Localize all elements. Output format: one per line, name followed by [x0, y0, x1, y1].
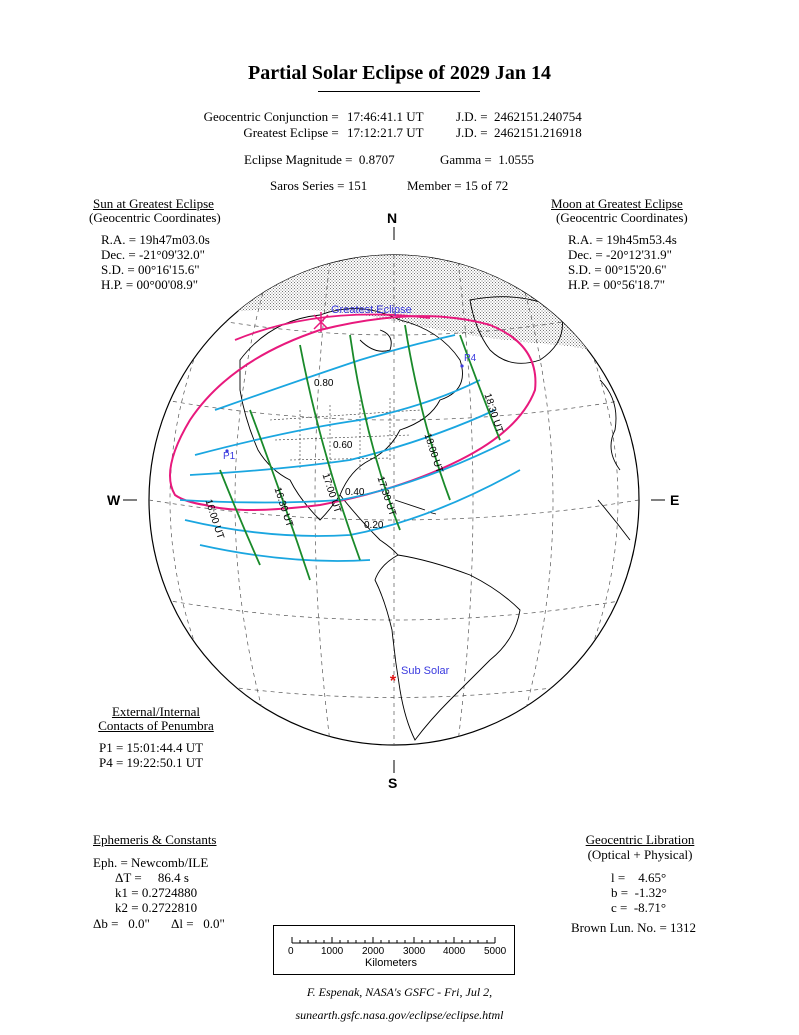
time-label-1700: 17:00 UT — [319, 472, 343, 515]
conjunction-time: 17:46:41.1 UT — [347, 109, 424, 124]
scale-tick-2000: 2000 — [362, 946, 385, 957]
libration-title: Geocentric Libration — [585, 832, 695, 847]
ephemeris-delta-t: ΔT = 86.4 s — [115, 870, 189, 885]
time-label-1830: 18:30 UT — [481, 392, 505, 435]
sun-dec: Dec. = -21°09'32.0" — [101, 247, 205, 262]
ephemeris-k2: k2 = 0.2722810 — [115, 900, 198, 915]
p4-label: P4 — [464, 353, 477, 364]
moon-dec: Dec. = -20°12'31.9" — [568, 247, 672, 262]
magnitude-label-040: 0.40 — [345, 487, 365, 498]
contacts-title-line2: Contacts of Penumbra — [98, 718, 214, 733]
time-label-1730: 17:30 UT — [374, 475, 398, 518]
sun-hp: H.P. = 00°00'08.9" — [101, 277, 199, 292]
ephemeris-eph: Eph. = Newcomb/ILE — [93, 855, 209, 870]
west-label: W — [107, 492, 121, 508]
page-title: Partial Solar Eclipse of 2029 Jan 14 — [248, 62, 551, 84]
greatest-eclipse-label: Greatest Eclipse = — [243, 125, 342, 140]
brown-lunation: Brown Lun. No. = 1312 — [571, 920, 697, 935]
time-label-1800: 18:00 UT — [421, 432, 445, 475]
conjunction-jd: J.D. = 2462151.240754 — [456, 109, 582, 124]
p1-label: P1 — [223, 451, 236, 462]
north-label: N — [387, 210, 398, 226]
footer-url: sunearth.gsfc.nasa.gov/eclipse/eclipse.html — [295, 1008, 504, 1022]
contact-p4: P4 = 19:22:50.1 UT — [99, 755, 204, 770]
moon-hp: H.P. = 00°56'18.7" — [568, 277, 666, 292]
contact-p1: P1 = 15:01:44.4 UT — [99, 740, 204, 755]
east-label: E — [670, 492, 680, 508]
libration-subtitle: (Optical + Physical) — [587, 847, 693, 862]
time-label-1600: 16:00 UT — [202, 498, 226, 541]
footer-credit: F. Espenak, NASA's GSFC - Fri, Jul 2, — [306, 985, 493, 999]
magnitude-label-060: 0.60 — [333, 440, 353, 451]
saros-member: Member = 15 of 72 — [407, 178, 509, 193]
scale-tick-0: 0 — [288, 946, 294, 957]
moon-panel-title: Moon at Greatest Eclipse — [551, 196, 683, 211]
sun-ra: R.A. = 19h47m03.0s — [101, 232, 210, 247]
subsolar-label: Sub Solar — [401, 665, 450, 677]
sun-panel-title: Sun at Greatest Eclipse — [93, 196, 214, 211]
scale-tick-4000: 4000 — [443, 946, 466, 957]
gamma: Gamma = 1.0555 — [440, 152, 534, 167]
sun-sd: S.D. = 00°16'15.6" — [101, 262, 200, 277]
libration-c: c = -8.71° — [611, 900, 667, 915]
ephemeris-k1: k1 = 0.2724880 — [115, 885, 198, 900]
moon-ra: R.A. = 19h45m53.4s — [568, 232, 677, 247]
moon-panel-subtitle: (Geocentric Coordinates) — [556, 210, 688, 225]
sun-panel-subtitle: (Geocentric Coordinates) — [89, 210, 221, 225]
scale-tick-1000: 1000 — [321, 946, 344, 957]
ephemeris-delta-b: Δb = 0.0" — [93, 916, 150, 931]
magnitude-label-020: 0.20 — [364, 520, 384, 531]
p4-point — [460, 364, 463, 367]
magnitude-label-080: 0.80 — [314, 378, 334, 389]
greatest-eclipse-time: 17:12:21.7 UT — [347, 125, 424, 140]
greatest-eclipse-label: Greatest Eclipse — [331, 304, 412, 316]
moon-sd: S.D. = 00°15'20.6" — [568, 262, 667, 277]
time-label-1630: 16:30 UT — [271, 486, 295, 529]
ephemeris-delta-l: Δl = 0.0" — [171, 916, 225, 931]
scale-tick-3000: 3000 — [403, 946, 426, 957]
contacts-title-line1: External/Internal — [111, 704, 201, 719]
eclipse-magnitude: Eclipse Magnitude = 0.8707 — [244, 152, 395, 167]
conjunction-label: Geocentric Conjunction = — [203, 109, 342, 124]
greatest-eclipse-jd: J.D. = 2462151.216918 — [456, 125, 582, 140]
scale-tick-5000: 5000 — [484, 946, 507, 957]
ephemeris-title: Ephemeris & Constants — [93, 832, 217, 847]
subsolar-marker: * — [389, 673, 397, 690]
south-label: S — [388, 775, 398, 791]
scale-unit: Kilometers — [365, 957, 417, 969]
saros-series: Saros Series = 151 — [270, 178, 368, 193]
libration-b: b = -1.32° — [611, 885, 667, 900]
libration-l: l = 4.65° — [611, 870, 667, 885]
